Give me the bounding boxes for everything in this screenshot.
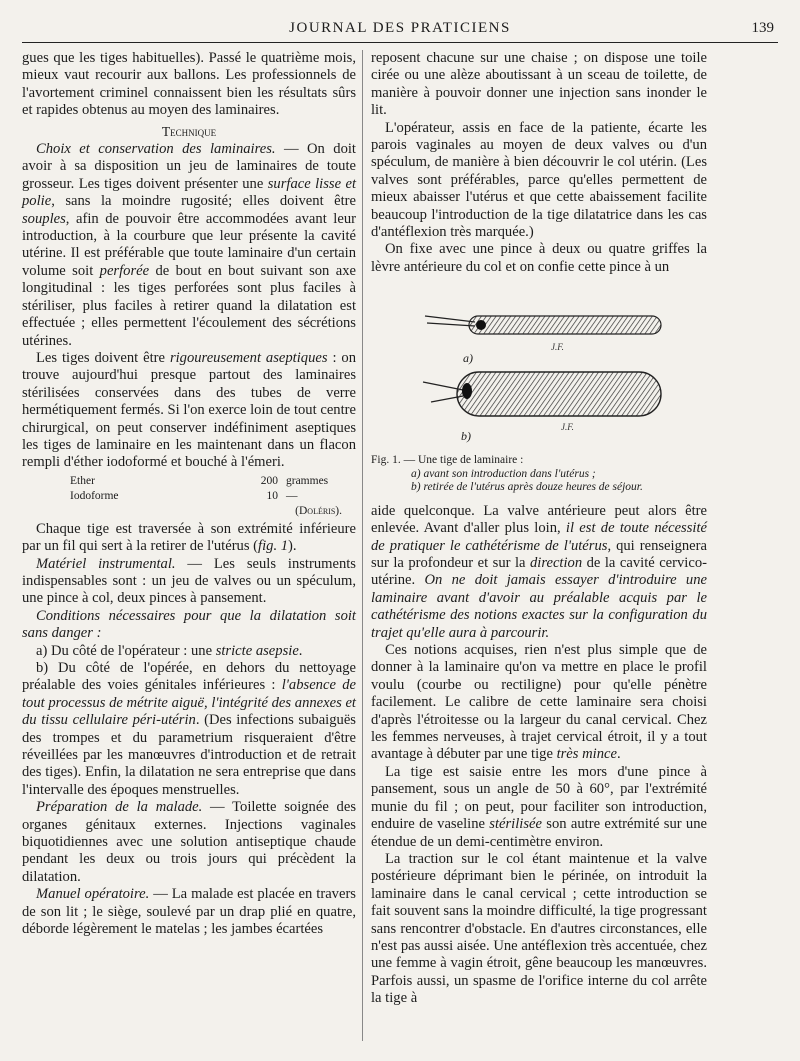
recipe-unit: grammes <box>286 474 329 487</box>
section-heading: Technique <box>161 123 217 139</box>
paragraph: b) Du côté de l'opérée, en dehors du nettoyage préalable des voies génitales inférieures : l'absence de tout processus de métrite aiguë, l'intégrité des annexes et du tissu cellulaire péri-utérin. (Des infections subaiguës des trompes et du parametrium risqueraient d'être réveillées par les manœuvres d'introduction et de retrait des tiges). Enfin, la dilatation ne sera entreprise que dans l'intervalle des époques menstruelles. <box>22 660 356 798</box>
recipe-ingredient: Ether <box>70 474 95 487</box>
caption-line: b) retirée de l'utérus après douze heures de séjour. <box>411 481 643 494</box>
left-column <box>22 50 356 1041</box>
recipe-row <box>22 474 356 489</box>
recipe-unit: — <box>286 489 298 502</box>
running-header <box>22 18 778 43</box>
paragraph: a) Du côté de l'opérateur : une stricte asepsie. <box>36 642 303 659</box>
svg-text:J.F.: J.F. <box>561 422 574 433</box>
recipe-quantity: 10 <box>266 489 278 502</box>
paragraph-lead: Matériel instrumental. <box>36 555 176 572</box>
paragraph-lead: Préparation de la malade. <box>36 799 203 816</box>
recipe-row <box>22 489 356 504</box>
column-divider <box>362 50 363 1041</box>
laminaria-illustration <box>371 278 707 448</box>
paragraph: L'opérateur, assis en face de la patiente, écarte les parois vaginales au moyen de deux valves ou d'un spéculum, de manière à bien découvrir le col utérin. (Les valves sont préférables, parce qu'elles permettent de mieux abaisser l'utérus et que cette abaissement facilite beaucoup l'introduction de la tige dilatatrice dans les cas d'antéflexion très marquée.) <box>371 119 707 241</box>
paragraph: gues que les tiges habituelles). Passé le quatrième mois, mieux vaut recourir aux ballons. Les professionnels de l'avortement criminel connaissent bien les résultats sûrs et rapides obtenus au moyen des laminaires. <box>22 50 356 119</box>
paragraph-lead: Choix et conservation des laminaires. <box>36 141 276 158</box>
caption-title: Fig. 1. — Une tige de laminaire : <box>371 454 524 467</box>
page-number: 139 <box>751 20 774 36</box>
right-column <box>371 50 707 1041</box>
figure-label-b: b) <box>461 429 471 444</box>
laminaria-after <box>423 372 661 432</box>
recipe-ingredient: Iodoforme <box>70 489 119 502</box>
recipe-source: (Doléris). <box>295 504 342 517</box>
figure-caption <box>371 454 707 495</box>
paragraph: Chaque tige est traversée à son extrémité inférieure par un fil qui sert à la retirer de l'utérus (fig. 1). <box>22 520 356 555</box>
recipe-quantity: 200 <box>260 474 278 487</box>
caption-line: a) avant son introduction dans l'utérus ; <box>411 467 596 480</box>
figure-label-a: a) <box>463 351 473 366</box>
paragraph: Matériel instrumental. — Les seuls instruments indispensables sont : un jeu de valves ou un spéculum, une pince à col, deux pinces à pansement. <box>22 555 356 607</box>
paragraph-lead: Manuel opératoire. <box>36 886 150 903</box>
recipe-row <box>22 504 356 519</box>
paragraph: On fixe avec une pince à deux ou quatre griffes la lèvre antérieure du col et on confie cette pince à un <box>371 241 707 275</box>
paragraph: Ces notions acquises, rien n'est plus simple que de donner à la laminaire qu'on va mettre en place le profil voulu (courbe ou rectiligne) pour qu'elle pénètre facilement. Le calibre de cette laminaire sera choisi d'après l'étroitesse ou la largeur du canal cervical. Chez les femmes nerveuses, à trajet cervical étroit, il y a tout avantage à débuter par une tige très mince. <box>371 642 707 763</box>
journal-title: JOURNAL DES PRATICIENS <box>289 20 511 36</box>
paragraph: Choix et conservation des laminaires. — On doit avoir à sa disposition un jeu de laminaires de toute grosseur. Les tiges doivent présenter une surface lisse et polie, sans la moindre rugosité; elles doivent être souples, afin de pouvoir être accommodées avant leur introduction, à la courbure que leur présente la cavité utérine. Il est préférable que toute laminaire d'un certain volume soit perforée de bout en bout suivant son axe longitudinal : les tiges perforées sont plus faciles à stériliser, plus faciles à retirer quand la dilatation est effectuée ; elles permettent l'écoulement des sécrétions utérines. <box>22 141 356 349</box>
paragraph: Manuel opératoire. — La malade est placée en travers de son lit ; le siège, soulevé par un drap plié en quatre, déborde légèrement le matelas ; les jambes écartées <box>22 886 356 938</box>
figure-laminaria <box>371 278 707 448</box>
paragraph: Conditions nécessaires pour que la dilatation soit sans danger : <box>22 607 356 642</box>
paragraph: reposent chacune sur une chaise ; on dispose une toile cirée ou une alèze aboutissant à un sceau de toilette, de manière à pouvoir donner une injection sans inonder le lit. <box>371 50 707 119</box>
figure-reference: fig. 1 <box>258 538 289 555</box>
svg-text:J.F.: J.F. <box>551 342 564 353</box>
paragraph: aide quelconque. La valve antérieure peut alors être enlevée. Avant d'aller plus loin, il est de toute nécessité de pratiquer le cathétérisme de l'utérus, qui renseignera sur la profondeur et sur la direction de la cavité cervico-utérine. On ne doit jamais essayer d'introduire une laminaire avant d'avoir au préalable acquis par le cathétérisme des notions exactes sur la configuration du trajet qu'elle aura à parcourir. <box>371 502 707 641</box>
laminaria-before <box>425 316 661 352</box>
recipe-table <box>22 474 356 519</box>
paragraph: La traction sur le col étant maintenue et la valve postérieure déprimant bien le périnée, on introduit la laminaire dans le canal cervical ; cette introduction se fait souvent sans la moindre difficulté, la tige progressant sans rencontrer d'obstacle. En d'autres circonstances, elle n'est pas aussi aisée. Une antéflexion très accentuée, chez une femme à vagin étroit, gêne beaucoup les manœuvres. Parfois aussi, un spasme de l'orifice interne du col arrête la tige à <box>371 850 707 1007</box>
paragraph: La tige est saisie entre les mors d'une pince à pansement, sous un angle de 50 à 60°, par l'extrémité munie du fil ; on peut, pour faciliter son introduction, enduire de vaseline stérilisée son autre extrémité sur une étendue de un demi-centimètre environ. <box>371 763 707 850</box>
paragraph: Préparation de la malade. — Toilette soignée des organes génitaux externes. Injections vaginales biquotidiennes avec une solution antiseptique chaude pendant les deux ou trois jours qui précèdent la dilatation. <box>22 799 357 885</box>
paragraph: Les tiges doivent être rigoureusement aseptiques : on trouve aujourd'hui presque partout des laminaires stérilisées conservées dans des tubes de verre hermétiquement fermés. Si l'on exerce loin de tout centre chirurgical, on peut conserver indéfiniment aseptiques les tiges de laminaire en les maintenant dans un flacon rempli d'éther iodoformé et bouché à l'émeri. <box>22 349 357 471</box>
